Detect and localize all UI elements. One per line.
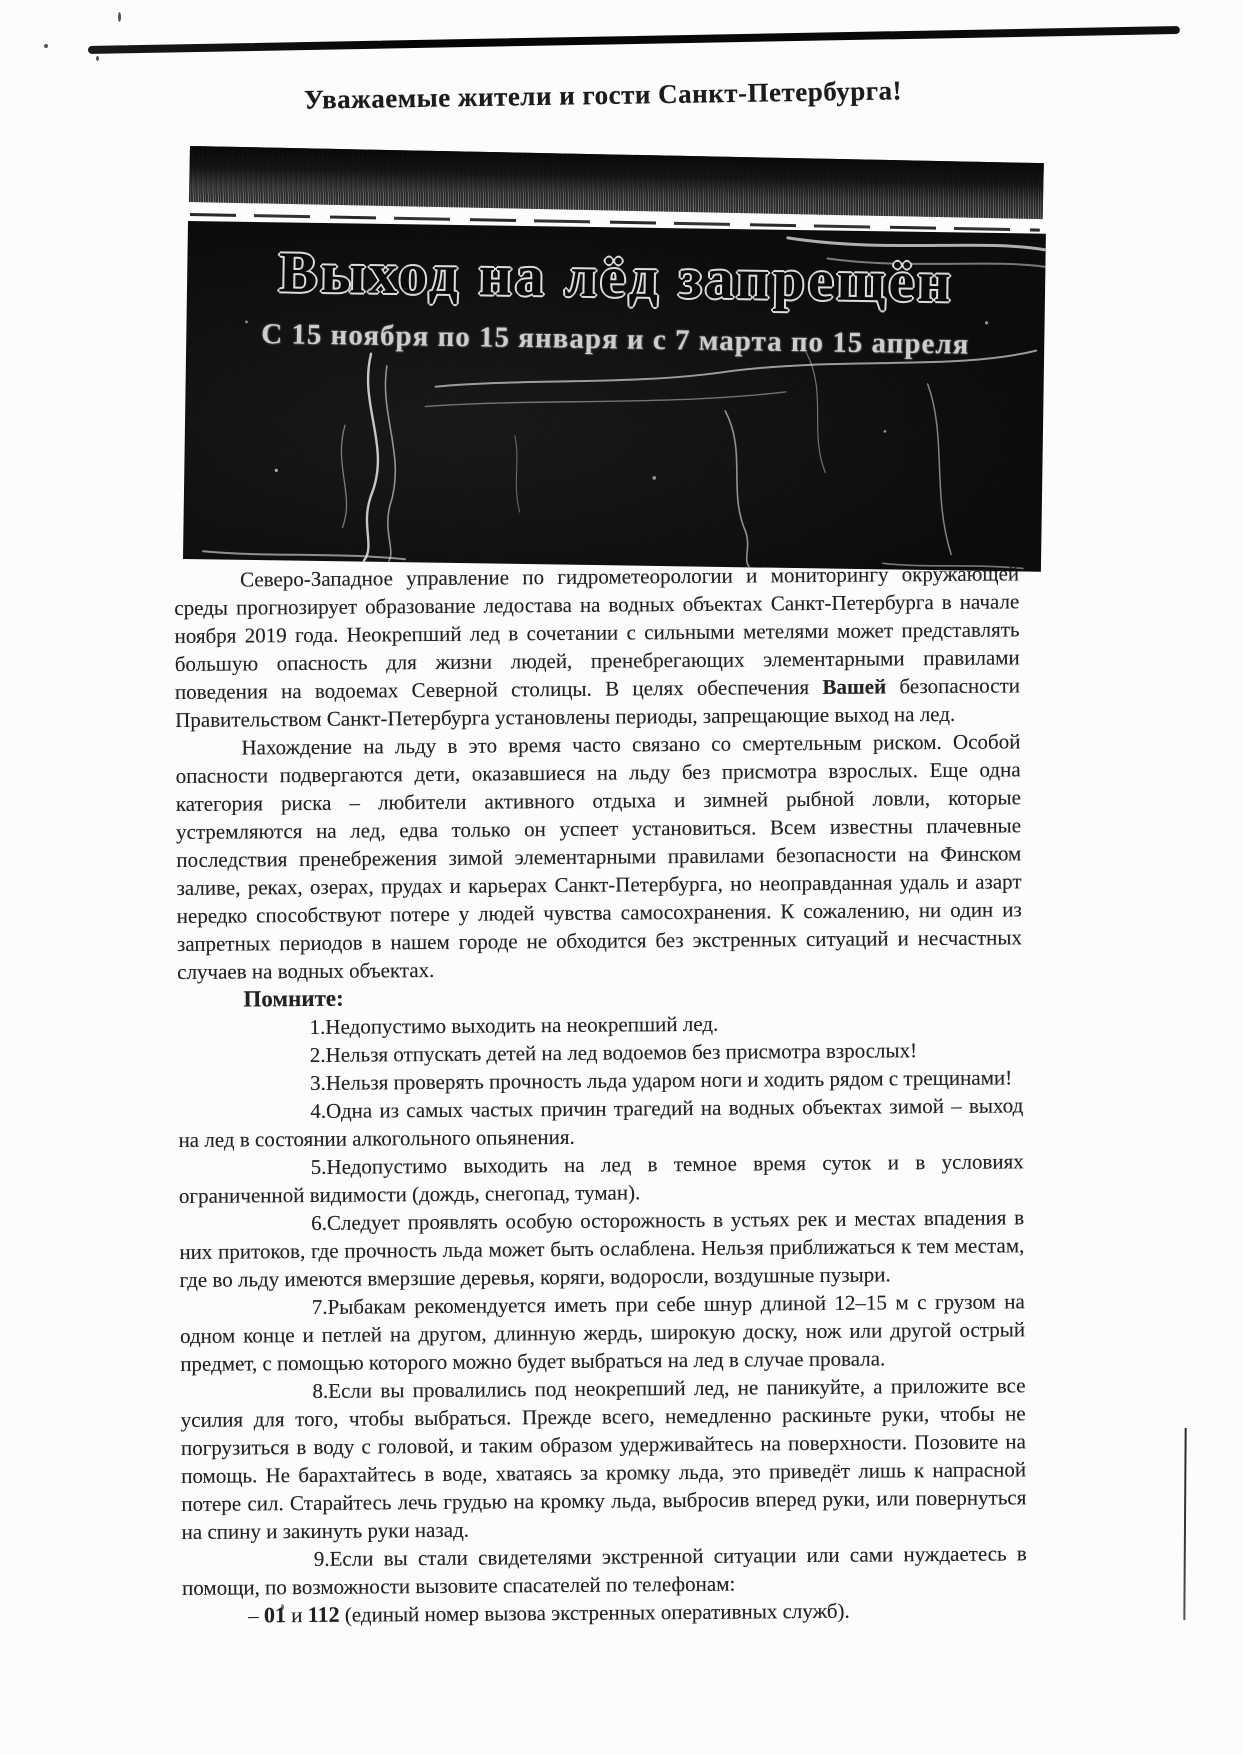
paragraph-risk: Нахождение на льду в это время часто связано со смертельным риском. Особой опасности подвергаются дети, оказавшиеся на льду без присмотра взрослых. Еще одна категория риска – любители активного отдыха и зимней рыбной ловли, которые устремляются на лед, едва только он успеет установиться. Всем известны плачевные последствия пренебрежения зимой элементарными правилами безопасности на Финском заливе, реках, озерах, прудах и карьерах Санкт-Петербурга, но неоправданная удаль и азарт нередко способствуют потере у людей чувства самосохранения. К сожалению, ни один из запретных периодов в нашем городе не обходится без экстренных ситуаций и несчастных случаев на водных объектах. bbox=[175, 729, 1023, 984]
list-item-text: Недопустимо выходить на лед в темное время суток и в условиях ограниченной видимости (дождь, снегопад, туман). bbox=[178, 1149, 1024, 1208]
page-title: Уважаемые жители и гости Санкт-Петербурга! bbox=[303, 75, 903, 115]
remember-heading: Помните: bbox=[243, 985, 344, 1012]
list-item bbox=[179, 1203, 1025, 1294]
list-item-number: 1. bbox=[309, 1014, 326, 1039]
scan-speck bbox=[118, 12, 121, 22]
list-item-text: Одна из самых частых причин трагедий на водных объектах зимой – выход на лед в состоянии алкогольного опьянения. bbox=[178, 1093, 1024, 1152]
phone-number-112: 112 bbox=[307, 1601, 340, 1627]
notice-body bbox=[174, 559, 1027, 1630]
list-item bbox=[180, 1371, 1026, 1546]
list-item-number: 2. bbox=[309, 1042, 326, 1067]
scan-stroke-artifact bbox=[88, 26, 1180, 54]
phone-number-01: 01 bbox=[263, 1602, 287, 1628]
list-item bbox=[182, 1539, 1027, 1602]
list-item-number: 9. bbox=[313, 1546, 330, 1571]
ice-ban-poster bbox=[183, 221, 1046, 572]
scan-speck bbox=[96, 56, 99, 61]
list-item-number: 6. bbox=[311, 1210, 328, 1235]
list-item bbox=[179, 1147, 1024, 1210]
poster-ban-period: С 15 ноября по 15 января и с 7 марта по 15 апреля bbox=[260, 318, 970, 361]
list-item-text: Недопустимо выходить на неокрепший лед. bbox=[325, 1011, 719, 1039]
scan-speck bbox=[44, 44, 48, 48]
phones-conjunction: и bbox=[285, 1602, 308, 1628]
list-item-text: Следует проявлять особую осторожность в устьях рек и местах впадения в них притоков, где прочность льда может быть ослаблена. Нельзя приближаться к тем местам, где во льду имеются вмерзшие деревья, коряги, водоросли, воздушные пузыри. bbox=[179, 1205, 1025, 1292]
emergency-phones-line bbox=[182, 1595, 1027, 1630]
list-item-text: Рыбакам рекомендуется иметь при себе шнур длиной 12–15 м с грузом на одном конце и петлей на другом, длинную жердь, широкую доску, нож или другой острый предмет, с помощью которого можно будет выбраться на лед в случае провала. bbox=[179, 1289, 1026, 1376]
list-item bbox=[180, 1287, 1026, 1378]
banner-top-noise-band bbox=[189, 146, 1044, 219]
list-item-number: 7. bbox=[311, 1294, 328, 1319]
paragraph-forecast bbox=[174, 559, 1020, 734]
paragraph-forecast-bold-word: Вашей bbox=[822, 674, 887, 699]
list-item-text: Если вы стали свидетелями экстренной ситуации или сами нуждаетесь в помощи, по возможности вызовите спасателей по телефонам: bbox=[181, 1541, 1027, 1600]
list-item-text: Если вы провалились под неокрепший лед, не паникуйте, а приложите все усилия для того, чтобы выбраться. Прежде всего, немедленно раскиньте руки, чтобы не погрузиться в воду с головой, и таким образом удерживайтесь на поверхности. Позовите на помощь. Не барахтайтесь в воде, хватаясь за кромку льда, это приведёт лишь к напрасной потере сил. Старайтесь лечь грудью на кромку льда, выбросив вперед руки, или повернуться на спину и закинуть руки назад. bbox=[180, 1373, 1027, 1544]
paragraph-forecast-text: Северо-Западное управление по гидрометеорологии и мониторингу окружающей среды прогнозирует образование ледостава на водных объектах Санкт-Петербурга в начале ноября 2019 года. Неокрепший лед в сочетании с сильными метелями может представлять большую опасность для жизни людей, пренебрегающих элементарными правилами поведения на водоемах Северной столицы. В целях обеспечения bbox=[174, 561, 1020, 704]
list-item-text: Нельзя отпускать детей на лед водоемов без присмотра взрослых! bbox=[325, 1038, 918, 1067]
list-item-number: 8. bbox=[312, 1378, 329, 1403]
phones-dash: – bbox=[248, 1603, 265, 1628]
paragraph-forecast-text-end: безопасности Правительством Санкт-Петербурга установлены периоды, запрещающие выход на лед. bbox=[175, 673, 1021, 732]
scan-vertical-line-artifact bbox=[1183, 1428, 1186, 1620]
list-item-number: 5. bbox=[310, 1154, 327, 1179]
list-item-text: Нельзя проверять прочность льда ударом ноги и ходить рядом с трещинами! bbox=[325, 1065, 1013, 1095]
phones-description: (единый номер вызова экстренных оперативных служб). bbox=[339, 1598, 850, 1627]
list-item bbox=[178, 1091, 1023, 1154]
poster-headline: Выход на лёд запрещён bbox=[278, 239, 955, 315]
list-item-number: 4. bbox=[310, 1098, 327, 1123]
list-item-number: 3. bbox=[309, 1070, 326, 1095]
